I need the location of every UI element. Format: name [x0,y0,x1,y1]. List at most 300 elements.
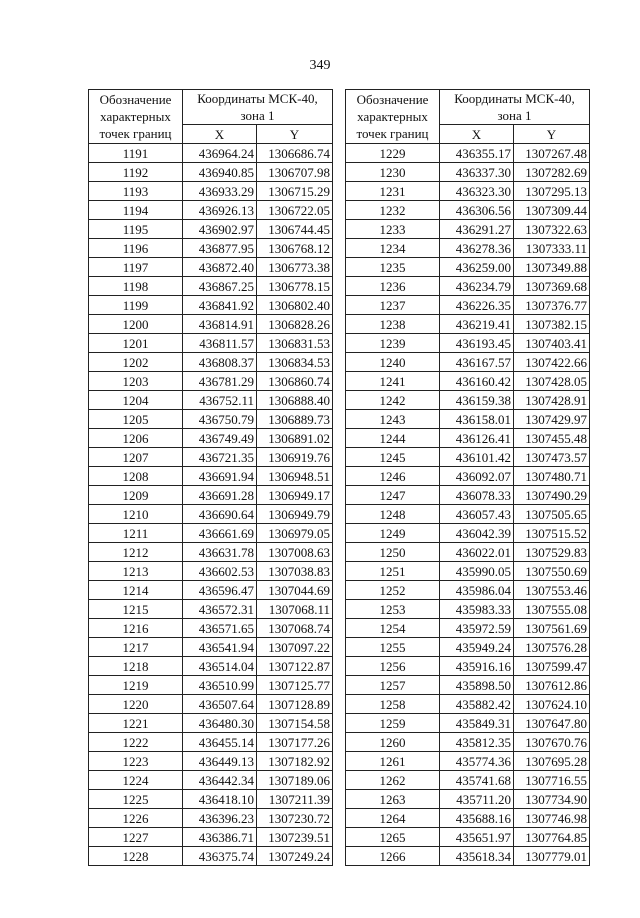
header-line: Обозначение [99,92,172,107]
x-coordinate-cell: 435849.31 [440,714,514,733]
y-coordinate-cell: 1307529.83 [514,543,590,562]
y-coordinate-cell: 1307764.85 [514,828,590,847]
point-number-cell: 1212 [89,543,183,562]
x-coordinate-cell: 436571.65 [183,619,257,638]
y-coordinate-cell: 1307282.69 [514,163,590,182]
y-coordinate-cell: 1307428.91 [514,391,590,410]
y-coordinate-cell: 1307068.74 [257,619,333,638]
table-row [89,562,333,581]
y-coordinate-cell: 1307376.77 [514,296,590,315]
y-coordinate-cell: 1307403.41 [514,334,590,353]
header-line: характерных [100,109,171,124]
table-row [346,201,590,220]
page-number: 349 [309,58,331,73]
table-row [89,752,333,771]
point-number-cell: 1265 [346,828,440,847]
y-coordinate-cell: 1306834.53 [257,353,333,372]
x-coordinate-cell: 436514.04 [183,657,257,676]
x-coordinate-cell: 435741.68 [440,771,514,790]
point-number-cell: 1231 [346,182,440,201]
x-coordinate-cell: 436902.97 [183,220,257,239]
y-coordinate-cell: 1307349.88 [514,258,590,277]
table-row [89,220,333,239]
x-coordinate-cell: 436375.74 [183,847,257,866]
header-line: точек границ [356,126,429,141]
y-coordinate-cell: 1307429.97 [514,410,590,429]
table-row [89,771,333,790]
x-coordinate-cell: 436602.53 [183,562,257,581]
y-coordinate-cell: 1307473.57 [514,448,590,467]
point-number-cell: 1250 [346,543,440,562]
point-number-cell: 1244 [346,429,440,448]
x-coordinate-cell: 436159.38 [440,391,514,410]
x-coordinate-cell: 436691.94 [183,467,257,486]
x-coordinate-cell: 436126.41 [440,429,514,448]
header-line: точек границ [99,126,172,141]
point-number-cell: 1239 [346,334,440,353]
point-number-cell: 1262 [346,771,440,790]
point-number-cell: 1229 [346,144,440,163]
x-coordinate-cell: 436160.42 [440,372,514,391]
x-coordinate-cell: 436691.28 [183,486,257,505]
x-coordinate-cell: 436057.43 [440,505,514,524]
table-body [89,144,333,866]
coordinates-header [440,90,590,125]
point-number-cell: 1210 [89,505,183,524]
table-row [346,752,590,771]
table-row [346,600,590,619]
y-coordinate-cell: 1307555.08 [514,600,590,619]
y-coordinate-cell: 1307038.83 [257,562,333,581]
y-coordinate-cell: 1306891.02 [257,429,333,448]
point-number-cell: 1205 [89,410,183,429]
table-row [89,410,333,429]
point-number-cell: 1246 [346,467,440,486]
x-coordinate-cell: 435882.42 [440,695,514,714]
x-coordinate-cell: 436781.29 [183,372,257,391]
point-number-cell: 1211 [89,524,183,543]
y-coordinate-cell: 1306949.17 [257,486,333,505]
table-row [89,847,333,866]
point-number-cell: 1248 [346,505,440,524]
point-number-cell: 1200 [89,315,183,334]
point-number-cell: 1207 [89,448,183,467]
table-row [346,448,590,467]
table-row [89,448,333,467]
y-coordinate-cell: 1307309.44 [514,201,590,220]
x-coordinate-cell: 436078.33 [440,486,514,505]
table-row [89,790,333,809]
table-row [89,581,333,600]
y-coordinate-cell: 1306722.05 [257,201,333,220]
point-number-cell: 1191 [89,144,183,163]
point-designation-header [89,90,183,144]
x-coordinate-cell: 436042.39 [440,524,514,543]
x-coordinate-cell: 436323.30 [440,182,514,201]
point-number-cell: 1264 [346,809,440,828]
table-row [89,144,333,163]
x-coordinate-cell: 436690.64 [183,505,257,524]
y-coordinate-cell: 1306744.45 [257,220,333,239]
table-row [89,486,333,505]
table-row [89,429,333,448]
point-number-cell: 1193 [89,182,183,201]
y-coordinate-cell: 1306686.74 [257,144,333,163]
x-coordinate-cell: 436814.91 [183,315,257,334]
y-coordinate-cell: 1306919.76 [257,448,333,467]
point-number-cell: 1240 [346,353,440,372]
y-coordinate-cell: 1306831.53 [257,334,333,353]
y-coordinate-cell: 1307612.86 [514,676,590,695]
point-number-cell: 1224 [89,771,183,790]
coordinates-table-left [88,89,333,866]
y-coordinate-cell: 1307068.11 [257,600,333,619]
table-row [89,296,333,315]
table-row [89,543,333,562]
table-row [89,714,333,733]
point-number-cell: 1260 [346,733,440,752]
table-row [346,144,590,163]
x-coordinate-cell: 436092.07 [440,467,514,486]
header-line: Координаты МСК-40, [197,91,318,106]
table-row [346,505,590,524]
y-coordinate-cell: 1306768.12 [257,239,333,258]
y-coordinate-cell: 1307267.48 [514,144,590,163]
table-row [89,391,333,410]
point-number-cell: 1226 [89,809,183,828]
table-row [346,638,590,657]
x-coordinate-cell: 436964.24 [183,144,257,163]
point-designation-header [346,90,440,144]
table-row [346,619,590,638]
y-coordinate-cell: 1307295.13 [514,182,590,201]
x-coordinate-cell: 436355.17 [440,144,514,163]
x-coordinate-cell: 436278.36 [440,239,514,258]
x-coordinate-cell: 435983.33 [440,600,514,619]
x-coordinate-cell: 436219.41 [440,315,514,334]
table-row [89,657,333,676]
table-row [346,657,590,676]
x-coordinate-cell: 436933.29 [183,182,257,201]
y-coordinate-cell: 1306715.29 [257,182,333,201]
point-number-cell: 1214 [89,581,183,600]
point-number-cell: 1194 [89,201,183,220]
point-number-cell: 1235 [346,258,440,277]
point-number-cell: 1237 [346,296,440,315]
y-coordinate-cell: 1307097.22 [257,638,333,657]
point-number-cell: 1241 [346,372,440,391]
y-coordinate-cell: 1307122.87 [257,657,333,676]
table-row [89,524,333,543]
x-coordinate-cell: 436811.57 [183,334,257,353]
point-number-cell: 1228 [89,847,183,866]
y-coordinate-cell: 1306802.40 [257,296,333,315]
x-coordinate-cell: 436167.57 [440,353,514,372]
table-row [346,562,590,581]
table-row [89,277,333,296]
table-row [346,771,590,790]
x-coordinate-cell: 436418.10 [183,790,257,809]
x-coordinate-cell: 435688.16 [440,809,514,828]
x-coordinate-cell: 436872.40 [183,258,257,277]
y-coordinate-cell: 1306979.05 [257,524,333,543]
y-coordinate-cell: 1307624.10 [514,695,590,714]
y-coordinate-cell: 1307779.01 [514,847,590,866]
table-row [346,163,590,182]
table-row [346,220,590,239]
table-row [89,258,333,277]
x-coordinate-cell: 436750.79 [183,410,257,429]
y-coordinate-cell: 1306888.40 [257,391,333,410]
y-coordinate-cell: 1307561.69 [514,619,590,638]
point-number-cell: 1263 [346,790,440,809]
header-line: характерных [357,109,428,124]
table-row [346,486,590,505]
point-number-cell: 1238 [346,315,440,334]
table-row [89,828,333,847]
x-coordinate-cell: 436234.79 [440,277,514,296]
x-coordinate-cell: 436596.47 [183,581,257,600]
table-body [346,144,590,866]
y-column-header: Y [257,125,333,144]
table-row [346,277,590,296]
table-row [346,372,590,391]
x-coordinate-cell: 436306.56 [440,201,514,220]
x-coordinate-cell: 436867.25 [183,277,257,296]
table-row [346,809,590,828]
x-coordinate-cell: 436940.85 [183,163,257,182]
point-number-cell: 1251 [346,562,440,581]
y-coordinate-cell: 1307333.11 [514,239,590,258]
table-row [346,790,590,809]
table-row [89,695,333,714]
x-coordinate-cell: 436752.11 [183,391,257,410]
y-coordinate-cell: 1306949.79 [257,505,333,524]
x-coordinate-cell: 436022.01 [440,543,514,562]
x-coordinate-cell: 436507.64 [183,695,257,714]
table-row [89,733,333,752]
point-number-cell: 1234 [346,239,440,258]
y-coordinate-cell: 1307128.89 [257,695,333,714]
x-coordinate-cell: 436226.35 [440,296,514,315]
y-coordinate-cell: 1306860.74 [257,372,333,391]
table-row [346,714,590,733]
point-number-cell: 1221 [89,714,183,733]
y-coordinate-cell: 1307428.05 [514,372,590,391]
table-row [89,638,333,657]
y-coordinate-cell: 1307211.39 [257,790,333,809]
table-row [346,429,590,448]
y-coordinate-cell: 1307716.55 [514,771,590,790]
y-coordinate-cell: 1307480.71 [514,467,590,486]
x-coordinate-cell: 436449.13 [183,752,257,771]
y-coordinate-cell: 1307125.77 [257,676,333,695]
y-coordinate-cell: 1307550.69 [514,562,590,581]
x-coordinate-cell: 435916.16 [440,657,514,676]
point-number-cell: 1219 [89,676,183,695]
point-number-cell: 1203 [89,372,183,391]
point-number-cell: 1257 [346,676,440,695]
point-number-cell: 1225 [89,790,183,809]
point-number-cell: 1247 [346,486,440,505]
table-row [346,315,590,334]
point-number-cell: 1223 [89,752,183,771]
table-row [346,676,590,695]
x-coordinate-cell: 435618.34 [440,847,514,866]
table-row [346,353,590,372]
header-line: Обозначение [356,92,429,107]
x-coordinate-cell: 436572.31 [183,600,257,619]
coordinates-header [183,90,333,125]
x-coordinate-cell: 436158.01 [440,410,514,429]
point-number-cell: 1259 [346,714,440,733]
y-coordinate-cell: 1307382.15 [514,315,590,334]
x-coordinate-cell: 436337.30 [440,163,514,182]
x-coordinate-cell: 435711.20 [440,790,514,809]
y-coordinate-cell: 1307455.48 [514,429,590,448]
x-coordinate-cell: 436721.35 [183,448,257,467]
x-coordinate-cell: 436101.42 [440,448,514,467]
point-number-cell: 1213 [89,562,183,581]
point-number-cell: 1256 [346,657,440,676]
y-coordinate-cell: 1307599.47 [514,657,590,676]
point-number-cell: 1236 [346,277,440,296]
header-line: зона 1 [240,108,275,123]
y-coordinate-cell: 1307576.28 [514,638,590,657]
y-coordinate-cell: 1307670.76 [514,733,590,752]
point-number-cell: 1252 [346,581,440,600]
x-coordinate-cell: 436661.69 [183,524,257,543]
x-coordinate-cell: 436841.92 [183,296,257,315]
x-coordinate-cell: 436396.23 [183,809,257,828]
x-coordinate-cell: 436877.95 [183,239,257,258]
x-column-header: X [440,125,514,144]
table-row [346,543,590,562]
x-coordinate-cell: 435990.05 [440,562,514,581]
y-coordinate-cell: 1307505.65 [514,505,590,524]
y-coordinate-cell: 1307746.98 [514,809,590,828]
table-row [89,239,333,258]
table-row [346,258,590,277]
table-row [89,676,333,695]
x-coordinate-cell: 436442.34 [183,771,257,790]
point-number-cell: 1197 [89,258,183,277]
x-coordinate-cell: 436291.27 [440,220,514,239]
point-number-cell: 1217 [89,638,183,657]
x-coordinate-cell: 435898.50 [440,676,514,695]
point-number-cell: 1195 [89,220,183,239]
table-row [346,410,590,429]
y-coordinate-cell: 1307553.46 [514,581,590,600]
point-number-cell: 1258 [346,695,440,714]
point-number-cell: 1198 [89,277,183,296]
point-number-cell: 1209 [89,486,183,505]
y-coordinate-cell: 1307734.90 [514,790,590,809]
table-row [89,163,333,182]
y-column-header: Y [514,125,590,144]
x-coordinate-cell: 436259.00 [440,258,514,277]
y-coordinate-cell: 1307322.63 [514,220,590,239]
header-line: Координаты МСК-40, [454,91,575,106]
point-number-cell: 1204 [89,391,183,410]
table-row [346,524,590,543]
y-coordinate-cell: 1307230.72 [257,809,333,828]
point-number-cell: 1202 [89,353,183,372]
y-coordinate-cell: 1307647.80 [514,714,590,733]
y-coordinate-cell: 1306773.38 [257,258,333,277]
point-number-cell: 1232 [346,201,440,220]
point-number-cell: 1254 [346,619,440,638]
header-line: зона 1 [497,108,532,123]
table-row [346,581,590,600]
y-coordinate-cell: 1306948.51 [257,467,333,486]
table-row [346,334,590,353]
point-number-cell: 1222 [89,733,183,752]
point-number-cell: 1255 [346,638,440,657]
point-number-cell: 1196 [89,239,183,258]
x-coordinate-cell: 435651.97 [440,828,514,847]
point-number-cell: 1220 [89,695,183,714]
y-coordinate-cell: 1307008.63 [257,543,333,562]
table-row [346,182,590,201]
point-number-cell: 1249 [346,524,440,543]
point-number-cell: 1233 [346,220,440,239]
x-coordinate-cell: 436510.99 [183,676,257,695]
coordinates-table-right [345,89,590,866]
point-number-cell: 1206 [89,429,183,448]
y-coordinate-cell: 1307044.69 [257,581,333,600]
x-coordinate-cell: 436480.30 [183,714,257,733]
point-number-cell: 1216 [89,619,183,638]
table-row [89,315,333,334]
point-number-cell: 1242 [346,391,440,410]
table-row [346,467,590,486]
y-coordinate-cell: 1307154.58 [257,714,333,733]
x-coordinate-cell: 435949.24 [440,638,514,657]
table-row [346,391,590,410]
point-number-cell: 1227 [89,828,183,847]
point-number-cell: 1230 [346,163,440,182]
point-number-cell: 1215 [89,600,183,619]
x-coordinate-cell: 436386.71 [183,828,257,847]
point-number-cell: 1253 [346,600,440,619]
x-coordinate-cell: 436631.78 [183,543,257,562]
point-number-cell: 1208 [89,467,183,486]
table-row [346,847,590,866]
point-number-cell: 1261 [346,752,440,771]
table-row [89,334,333,353]
y-coordinate-cell: 1307515.52 [514,524,590,543]
table-row [89,182,333,201]
y-coordinate-cell: 1307369.68 [514,277,590,296]
table-row [346,733,590,752]
x-column-header: X [183,125,257,144]
point-number-cell: 1218 [89,657,183,676]
table-row [89,201,333,220]
y-coordinate-cell: 1307422.66 [514,353,590,372]
table-row [89,505,333,524]
x-coordinate-cell: 435774.36 [440,752,514,771]
table-row [89,467,333,486]
x-coordinate-cell: 435812.35 [440,733,514,752]
y-coordinate-cell: 1307239.51 [257,828,333,847]
table-row [89,809,333,828]
y-coordinate-cell: 1306707.98 [257,163,333,182]
point-number-cell: 1266 [346,847,440,866]
x-coordinate-cell: 436926.13 [183,201,257,220]
y-coordinate-cell: 1307189.06 [257,771,333,790]
y-coordinate-cell: 1307695.28 [514,752,590,771]
